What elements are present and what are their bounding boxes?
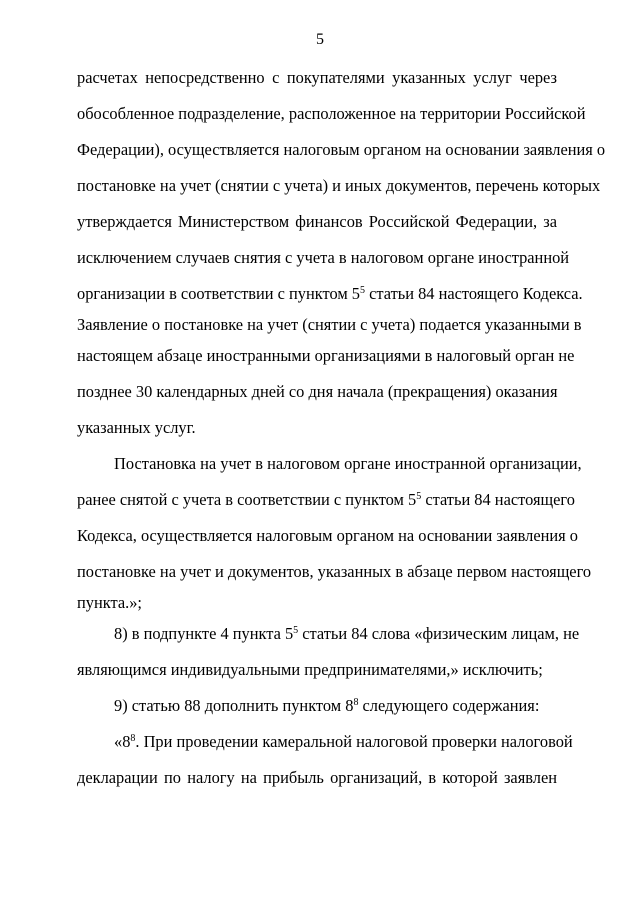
- text-fragment: . При проведении камеральной налоговой проверки налоговой: [135, 732, 573, 751]
- text-line: Постановка на учет в налоговом органе иностранной организации,: [114, 454, 582, 473]
- text-fragment: «8: [114, 732, 131, 751]
- text-fragment: организации в соответствии с пунктом 5: [77, 284, 360, 303]
- text-fragment: 8) в подпункте 4 пункта 5: [114, 624, 294, 643]
- superscript: 5: [293, 625, 299, 636]
- text-line: [114, 731, 573, 753]
- text-fragment: 9) статью 88 дополнить пунктом 8: [114, 696, 354, 715]
- text-fragment: следующего содержания:: [358, 696, 540, 715]
- text-line: Заявление о постановке на учет (снятии с учета) подается указанными в: [77, 315, 582, 334]
- superscript: 8: [130, 733, 136, 744]
- superscript: 8: [353, 697, 359, 708]
- text-line: декларации по налогу на прибыль организаций, в которой заявлен: [77, 768, 557, 787]
- text-fragment: ранее снятой с учета в соответствии с пунктом 5: [77, 490, 417, 509]
- text-line: [77, 283, 583, 305]
- text-line: указанных услуг.: [77, 418, 196, 437]
- text-line: исключением случаев снятия с учета в налоговом органе иностранной: [77, 248, 570, 267]
- page-number: 5: [316, 31, 324, 48]
- text-fragment: статьи 84 настоящего Кодекса.: [365, 284, 583, 303]
- text-line: [114, 623, 580, 645]
- text-line: обособленное подразделение, расположенное на территории Российской: [77, 104, 586, 123]
- text-line: [77, 489, 575, 511]
- text-line: постановке на учет (снятии с учета) и иных документов, перечень которых: [77, 176, 601, 195]
- text-line: являющимся индивидуальными предпринимателями,» исключить;: [77, 660, 543, 679]
- superscript: 5: [360, 285, 365, 296]
- text-line: Кодекса, осуществляется налоговым органом на основании заявления о: [77, 526, 578, 545]
- superscript: 5: [416, 491, 422, 502]
- text-line: Федерации), осуществляется налоговым органом на основании заявления о: [77, 140, 606, 159]
- text-fragment: статьи 84 настоящего: [421, 490, 575, 509]
- text-line: настоящем абзаце иностранными организациями в налоговый орган не: [77, 346, 575, 365]
- text-line: позднее 30 календарных дней со дня начала (прекращения) оказания: [77, 382, 558, 401]
- text-line: [114, 695, 557, 717]
- text-line: пункта.»;: [77, 593, 142, 612]
- text-fragment: статьи 84 слова «физическим лицам, не: [298, 624, 580, 643]
- text-line: расчетах непосредственно с покупателями указанных услуг через: [77, 68, 557, 87]
- text-line: постановке на учет и документов, указанных в абзаце первом настоящего: [77, 562, 592, 581]
- text-line: утверждается Министерством финансов Российской Федерации, за: [77, 212, 557, 231]
